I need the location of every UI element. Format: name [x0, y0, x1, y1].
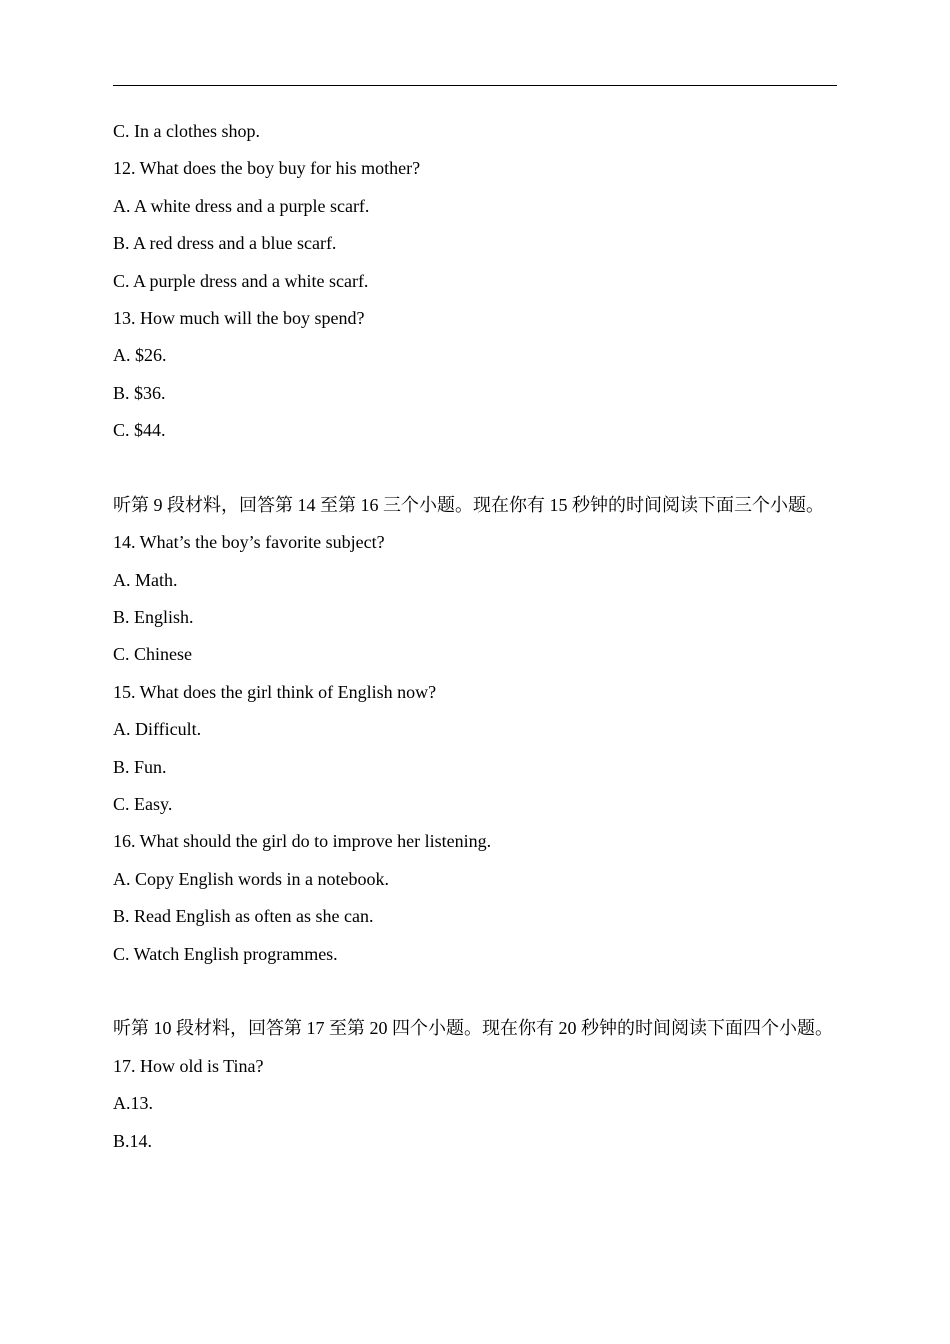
question-13: 13. How much will the boy spend?: [113, 307, 365, 328]
question-12: 12. What does the boy buy for his mother?: [113, 158, 421, 179]
question-15: 15. What does the girl think of English now?: [113, 681, 437, 702]
section-gap: [113, 450, 837, 487]
question-16: 16. What should the girl do to improve her listening.: [113, 831, 492, 852]
option-line: C. $44.: [113, 420, 166, 441]
option-line: B. A red dress and a blue scarf.: [113, 233, 337, 254]
page-content: [113, 113, 837, 1160]
instruction-section-10: 听第 10 段材料，回答第 17 至第 20 四个小题。现在你有 20 秒钟的时间阅读下面四个小题。: [113, 1018, 833, 1039]
option-line: B.14.: [113, 1130, 153, 1151]
instruction-section-9: 听第 9 段材料，回答第 14 至第 16 三个小题。现在你有 15 秒钟的时间阅读下面三个小题。: [113, 494, 824, 515]
option-line: A.13.: [113, 1093, 153, 1114]
option-line: A. Difficult.: [113, 719, 202, 740]
option-line: B. Fun.: [113, 756, 167, 777]
option-line: C. A purple dress and a white scarf.: [113, 270, 369, 291]
option-line: B. Read English as often as she can.: [113, 906, 374, 927]
header-rule: [113, 85, 837, 86]
option-line: C. Watch English programmes.: [113, 943, 338, 964]
option-line: A. $26.: [113, 345, 167, 366]
section-gap: [113, 973, 837, 1010]
option-line: C. Chinese: [113, 644, 192, 665]
option-line: A. Copy English words in a notebook.: [113, 868, 389, 889]
option-line: B. English.: [113, 607, 194, 628]
option-line: A. A white dress and a purple scarf.: [113, 195, 370, 216]
question-17: 17. How old is Tina?: [113, 1055, 264, 1076]
question-14: 14. What’s the boy’s favorite subject?: [113, 532, 385, 553]
option-line: B. $36.: [113, 382, 166, 403]
option-line: C. In a clothes shop.: [113, 121, 260, 141]
option-line: A. Math.: [113, 569, 178, 590]
option-line: C. Easy.: [113, 794, 173, 815]
